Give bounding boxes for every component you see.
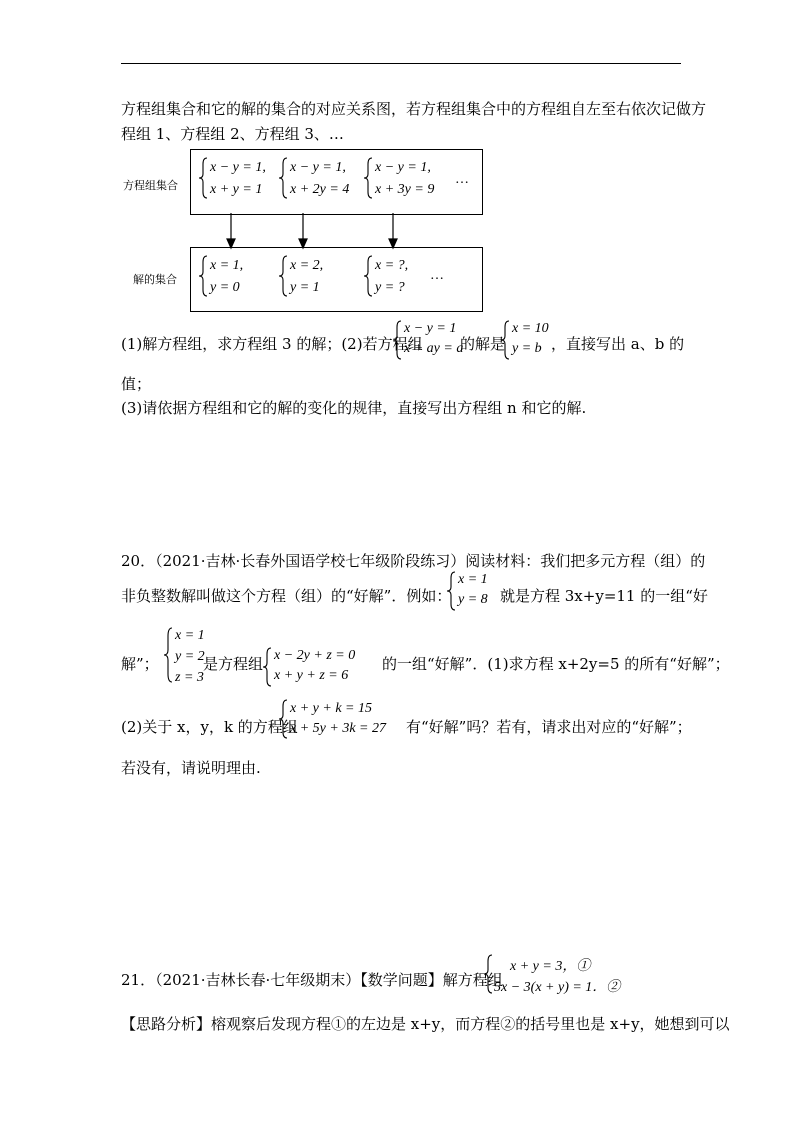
solution2-x: x = 2, (290, 258, 324, 273)
system1-eq2: x + y = 1 (210, 182, 263, 197)
q20-kvar-eq2: x + 5y + 3k = 27 (290, 721, 386, 736)
q20-line1: 20．（2021·吉林·长春外国语学校七年级阶段练习）阅读材料：我们把多元方程（组）的 (121, 552, 706, 570)
solution1-x: x = 1, (210, 258, 244, 273)
q21-eq2: 5x − 3(x + y) = 1．② (494, 980, 621, 995)
q20-line4-b: 有“好解”吗？若有，请求出对应的“好解”； (406, 718, 692, 736)
q20-kvar-eq1: x + y + k = 15 (290, 701, 372, 716)
solution3-x: x = ?, (375, 258, 409, 273)
q20-line4-a: (2)关于 x，y，k 的方程组 (121, 718, 298, 736)
systems-ellipsis: … (455, 172, 469, 187)
solution3-y: y = ? (375, 280, 405, 295)
q20-example2-y: y = 2 (175, 649, 205, 664)
q19-part12-text-b: 的解是 (460, 335, 506, 353)
q19-part12-text-a: (1)解方程组，求方程组 3 的解；(2)若方程组 (121, 335, 423, 353)
q19-intro-line1: 方程组集合和它的解的集合的对应关系图，若方程组集合中的方程组自左至右依次记做方 (121, 100, 707, 118)
q19-part12-text-c: ，直接写出 a、b 的 (551, 335, 685, 353)
q20-line5: 若没有，请说明理由. (121, 759, 261, 777)
solution2-y: y = 1 (290, 280, 320, 295)
system3-eq1: x − y = 1, (375, 160, 431, 175)
q19-part12-sys-eq1: x − y = 1 (404, 321, 457, 336)
system2-eq1: x − y = 1, (290, 160, 346, 175)
q19-part12-sol-y: y = b (512, 341, 542, 356)
q20-line2-b: 就是方程 3x+y=11 的一组“好 (500, 587, 708, 605)
q20-line3-c: 的一组“好解”．(1)求方程 x+2y=5 的所有“好解”； (382, 655, 730, 673)
q19-part12-sol-x: x = 10 (512, 321, 549, 336)
system3-eq2: x + 3y = 9 (375, 182, 435, 197)
q19-part3: (3)请依据方程组和它的解的变化的规律，直接写出方程组 n 和它的解. (121, 399, 587, 417)
q20-line3-b: 是方程组 (203, 655, 264, 673)
label-solutions-set: 解的集合 (133, 273, 177, 286)
q20-line3-a: 解”； (121, 655, 159, 673)
q20-example-y: y = 8 (458, 592, 488, 607)
q21-line1-a: 21．（2021·吉林长春·七年级期末）【数学问题】解方程组 (121, 971, 503, 989)
q20-example2-x: x = 1 (175, 628, 205, 643)
system2-eq2: x + 2y = 4 (290, 182, 350, 197)
system1-eq1: x − y = 1, (210, 160, 266, 175)
q20-system-eq1: x − 2y + z = 0 (274, 648, 356, 663)
q19-part12-text-d: 值； (121, 375, 152, 393)
solution1-y: y = 0 (210, 280, 240, 295)
q20-system-eq2: x + y + z = 6 (274, 668, 349, 683)
q20-example-x: x = 1 (458, 572, 488, 587)
q19-intro-line2: 程组 1、方程组 2、方程组 3、… (121, 125, 344, 143)
q21-line2: 【思路分析】榕观察后发现方程①的左边是 x+y，而方程②的括号里也是 x+y，她想到可以 (121, 1015, 730, 1033)
q20-example2-z: z = 3 (175, 670, 204, 685)
q19-part12-sys-eq2: x + ay = a (404, 341, 464, 356)
q21-eq1: x + y = 3，① (510, 959, 591, 974)
q20-line2-a: 非负整数解叫做这个方程（组）的“好解”．例如： (121, 587, 452, 605)
label-systems-set: 方程组集合 (123, 179, 178, 192)
solutions-ellipsis: … (430, 268, 444, 283)
